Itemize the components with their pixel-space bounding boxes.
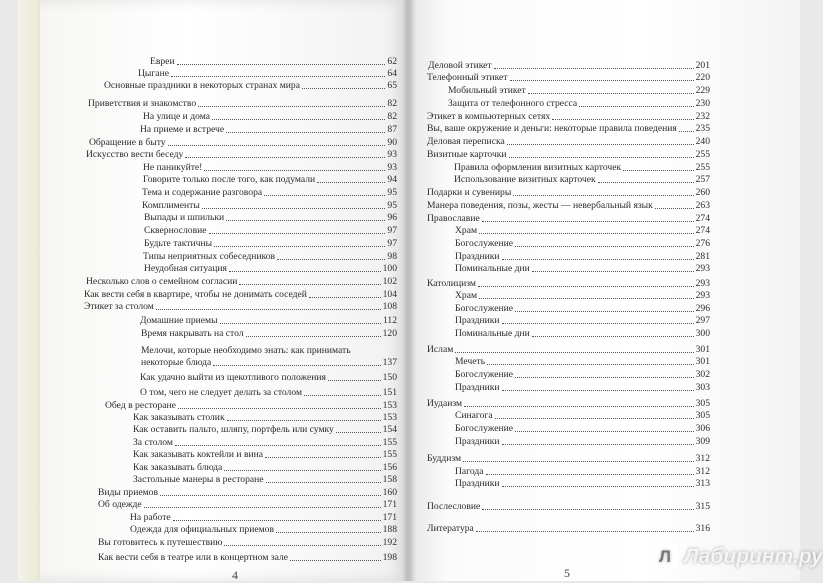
entry-page-number: 302	[695, 369, 710, 381]
dot-leader	[532, 336, 694, 337]
entry-title: Использование визитных карточек	[454, 174, 596, 186]
entry-title: Поминальные дни	[455, 328, 530, 340]
entry-page-number: 263	[695, 200, 710, 212]
entry-page-number: 112	[382, 315, 397, 327]
watermark-text: Лабиринт.ру	[684, 545, 823, 568]
entry-title: Визитные карточки	[427, 149, 507, 161]
toc-right-entry	[448, 85, 710, 96]
toc-right-entry	[455, 466, 710, 477]
entry-title: Католицизм	[427, 278, 476, 290]
entry-page-number: 82	[387, 98, 397, 110]
toc-right-entry	[427, 398, 710, 409]
entry-page-number: 297	[695, 315, 710, 327]
watermark	[652, 544, 823, 570]
entry-page-number: 255	[695, 149, 710, 161]
dot-leader	[515, 311, 694, 312]
entry-title: Домашние приемы	[140, 315, 218, 327]
entry-page-number: 155	[382, 437, 397, 449]
entry-title: Выпады и шпильки	[144, 212, 225, 224]
entry-page-number: 153	[382, 400, 397, 412]
entry-page-number: 160	[382, 487, 397, 499]
entry-page-number: 90	[387, 137, 397, 149]
entry-page-number: 102	[382, 276, 397, 288]
entry-page-number: 100	[382, 263, 397, 275]
entry-title: Одежда для официальных приемов	[130, 524, 275, 536]
entry-title: Несколько слов о семейном согласии	[86, 276, 238, 288]
entry-title: Искусство вести беседу	[86, 149, 184, 161]
entry-title: Как заказывать столик	[133, 412, 225, 424]
entry-title: Храм	[455, 290, 478, 302]
dot-leader	[502, 259, 694, 260]
entry-title: На приеме и встрече	[140, 124, 225, 136]
entry-page-number: 257	[695, 174, 710, 186]
page-number-right: 5	[564, 566, 570, 580]
dot-leader	[623, 170, 694, 171]
entry-title: Не паникуйте!	[143, 162, 203, 174]
entry-title: Мелочи, которые необходимо знать: как принимать	[141, 345, 351, 357]
toc-right-entry	[427, 344, 710, 355]
entry-title: Комплименты	[142, 200, 200, 212]
entry-page-number: 156	[382, 462, 397, 474]
entry-title: Иудаизм	[427, 398, 463, 410]
entry-page-number: 94	[387, 174, 397, 186]
dot-leader	[455, 352, 693, 353]
dot-leader	[515, 431, 694, 432]
dot-leader	[502, 444, 694, 445]
entry-title: Как вести себя в квартире, чтобы не донимать соседей	[84, 289, 307, 301]
entry-title: Виды приемов	[98, 487, 158, 499]
entry-title: На работе	[130, 512, 171, 524]
entry-title: Пагода	[455, 466, 484, 478]
entry-page-number: 309	[695, 436, 710, 448]
toc-right-entry	[427, 187, 710, 198]
entry-title: Правила оформления визитных карточек	[454, 162, 622, 174]
dot-leader	[532, 271, 694, 272]
dot-leader	[510, 80, 694, 81]
entry-page-number: 155	[382, 449, 397, 461]
page-number-left: 4	[232, 568, 238, 582]
dot-leader	[655, 208, 694, 209]
entry-title: Деловая переписка	[427, 136, 505, 148]
entry-page-number: 305	[695, 410, 710, 422]
entry-page-number: 104	[382, 289, 397, 301]
entry-title: Мечеть	[455, 356, 486, 368]
entry-title: Защита от телефонного стресса	[448, 98, 578, 110]
dot-leader	[509, 157, 694, 158]
entry-page-number: 93	[387, 149, 397, 161]
entry-page-number: 229	[695, 85, 710, 97]
entry-title: Ислам	[427, 344, 454, 356]
entry-page-number: 306	[695, 423, 710, 435]
entry-title: Как удачно выйти из щекотливого положения	[140, 372, 326, 384]
entry-title: Основные праздники в некоторых странах мира	[104, 80, 300, 92]
dot-leader	[482, 221, 694, 222]
toc-right-entry	[455, 436, 710, 447]
entry-title: Телефонный этикет	[427, 72, 508, 84]
entry-page-number: 312	[695, 453, 710, 465]
toc-right-entry	[455, 263, 710, 274]
entry-page-number: 65	[387, 80, 397, 92]
entry-page-number: 303	[695, 382, 710, 394]
toc-right-entry	[455, 251, 710, 262]
entry-page-number: 108	[382, 301, 397, 313]
entry-title: Как заказывать коктейли и вина	[133, 449, 264, 461]
dot-leader	[579, 106, 693, 107]
entry-title: О том, чего не следует делать за столом	[140, 387, 303, 399]
entry-page-number: 293	[695, 263, 710, 275]
entry-page-number: 274	[695, 225, 710, 237]
entry-page-number: 235	[695, 123, 710, 135]
toc-right-entry	[427, 278, 710, 289]
dot-leader	[513, 195, 693, 196]
entry-page-number: 150	[382, 372, 397, 384]
dot-leader	[502, 390, 694, 391]
dot-leader	[479, 298, 694, 299]
entry-page-number: 95	[387, 187, 397, 199]
toc-right-entry	[427, 453, 710, 464]
entry-page-number: 154	[382, 424, 397, 436]
entry-page-number: 230	[695, 98, 710, 110]
entry-title: Мобильный этикет	[448, 85, 526, 97]
entry-page-number: 260	[695, 187, 710, 199]
entry-page-number: 315	[695, 501, 710, 513]
toc-right-entry	[427, 523, 710, 534]
entry-page-number: 137	[382, 357, 397, 369]
entry-page-number: 87	[387, 124, 397, 136]
entry-title: Праздники	[455, 436, 500, 448]
entry-page-number: 153	[382, 412, 397, 424]
entry-title: Как заказывать блюда	[133, 462, 223, 474]
entry-page-number: 312	[695, 466, 710, 478]
entry-title: На улице и дома	[143, 111, 210, 123]
entry-page-number: 220	[695, 72, 710, 84]
entry-title: Обращение в быту	[89, 137, 166, 149]
entry-page-number: 64	[387, 68, 397, 80]
labyrinth-logo-icon: Л	[652, 544, 678, 570]
dot-leader	[528, 93, 694, 94]
dot-leader	[598, 182, 694, 183]
dot-leader	[482, 509, 693, 510]
entry-page-number: 301	[695, 344, 710, 356]
entry-page-number: 158	[382, 474, 397, 486]
dot-leader	[515, 246, 694, 247]
entry-title: Подарки и сувениры	[427, 187, 512, 199]
entry-page-number: 188	[382, 524, 397, 536]
entry-title: Будьте тактичны	[144, 238, 213, 250]
entry-title: Цыгане	[138, 68, 169, 80]
dot-leader	[502, 323, 694, 324]
entry-title: Об одежде	[98, 499, 142, 511]
entry-title: Этикет за столом	[84, 301, 154, 313]
entry-page-number: 96	[387, 212, 397, 224]
entry-page-number: 93	[387, 162, 397, 174]
dot-leader	[502, 486, 694, 487]
toc-right-entry	[427, 200, 710, 211]
entry-page-number: 293	[695, 290, 710, 302]
dot-leader	[515, 377, 694, 378]
toc-right-entry	[455, 369, 710, 380]
entry-page-number: 98	[387, 251, 397, 263]
entry-page-number: 82	[387, 111, 397, 123]
entry-title: Сквернословие	[144, 225, 207, 237]
entry-page-number: 276	[695, 238, 710, 250]
entry-page-number: 97	[387, 225, 397, 237]
toc-right-entry	[427, 213, 710, 224]
entry-title: Евреи	[150, 56, 175, 68]
entry-page-number: 313	[695, 478, 710, 490]
entry-page-number: 293	[695, 278, 710, 290]
dot-leader	[552, 119, 693, 120]
entry-page-number: 296	[695, 303, 710, 315]
entry-title: Вы готовитесь к путешествию	[98, 537, 223, 549]
entry-title: Манера поведения, позы, жесты — невербальный язык	[427, 200, 653, 212]
entry-title: Богослужение	[455, 369, 514, 381]
toc-right-entry	[454, 174, 710, 185]
dot-leader	[479, 233, 694, 234]
entry-page-number: 95	[387, 200, 397, 212]
entry-page-number: 305	[695, 398, 710, 410]
entry-title: Говорите только после того, как подумали	[143, 174, 316, 186]
entry-title: Храм	[455, 225, 478, 237]
entry-title: Неудобная ситуация	[144, 263, 227, 275]
toc-right-entry	[455, 328, 710, 339]
entry-page-number: 97	[387, 238, 397, 250]
entry-title: Тема и содержание разговора	[142, 187, 263, 199]
entry-title: Праздники	[455, 382, 500, 394]
entry-title: Богослужение	[455, 423, 514, 435]
dot-leader	[464, 406, 693, 407]
toc-right-entry	[427, 136, 710, 147]
entry-page-number: 300	[695, 328, 710, 340]
dot-leader	[487, 364, 694, 365]
toc-right-entry	[455, 356, 710, 367]
toc-right-entry	[427, 111, 710, 122]
entry-page-number: 232	[695, 111, 710, 123]
toc-right-entry	[455, 290, 710, 301]
entry-title: Православие	[427, 213, 480, 225]
entry-title: Приветствия и знакомство	[88, 98, 197, 110]
entry-page-number: 255	[695, 162, 710, 174]
toc-right-entry	[427, 149, 710, 160]
toc-right-entry	[455, 315, 710, 326]
entry-page-number: 301	[695, 356, 710, 368]
dot-leader	[463, 461, 694, 462]
entry-page-number: 240	[695, 136, 710, 148]
toc-right-entry	[448, 98, 710, 109]
entry-title: Послесловие	[427, 501, 481, 513]
entry-title: Застольные манеры в ресторане	[133, 474, 264, 486]
entry-title: За столом	[133, 437, 173, 449]
entry-page-number: 281	[695, 251, 710, 263]
entry-title: Праздники	[455, 315, 500, 327]
dot-leader	[478, 286, 694, 287]
toc-right-entry	[427, 72, 710, 83]
toc-right-entry	[454, 162, 710, 173]
entry-title: Литература	[427, 523, 474, 535]
dot-leader	[486, 474, 694, 475]
toc-right-entry	[455, 238, 710, 249]
entry-title: Вы, ваше окружение и деньги: некоторые правила поведения	[427, 123, 677, 135]
entry-title: Синагога	[455, 410, 493, 422]
entry-title: Как оставить пальто, шляпу, портфель или сумку	[133, 424, 334, 436]
entry-title: Деловой этикет	[428, 60, 492, 72]
entry-title: некоторые блюда	[141, 357, 212, 369]
toc-right-entry	[428, 60, 710, 71]
entry-page-number: 120	[382, 328, 397, 340]
dot-leader	[679, 131, 694, 132]
entry-page-number: 274	[695, 213, 710, 225]
entry-title: Буддизм	[427, 453, 462, 465]
dot-leader	[494, 68, 694, 69]
entry-page-number: 171	[382, 512, 397, 524]
toc-right-entry	[427, 123, 710, 134]
entry-page-number: 192	[382, 537, 397, 549]
entry-title: Обед в ресторане	[105, 400, 176, 412]
entry-title: Как вести себя в театре или в концертном зале	[98, 552, 289, 564]
toc-right-entry	[455, 303, 710, 314]
entry-page-number: 316	[695, 523, 710, 535]
toc-right-entry	[455, 423, 710, 434]
entry-page-number: 171	[382, 499, 397, 511]
entry-page-number: 201	[695, 60, 710, 72]
entry-title: Богослужение	[455, 238, 514, 250]
entry-page-number: 151	[382, 387, 397, 399]
entry-title: Этикет в компьютерных сетях	[427, 111, 551, 123]
dot-leader	[495, 418, 694, 419]
entry-title: Богослужение	[455, 303, 514, 315]
entry-page-number: 198	[382, 552, 397, 564]
toc-right-entry	[455, 410, 710, 421]
toc-right-entry	[455, 382, 710, 393]
entry-title: Типы неприятных собеседников	[143, 251, 276, 263]
toc-right-entry	[455, 225, 710, 236]
entry-title: Праздники	[455, 251, 500, 263]
dot-leader	[507, 144, 694, 145]
dot-leader	[476, 531, 694, 532]
toc-right-entry	[427, 501, 710, 512]
entry-page-number: 62	[387, 56, 397, 68]
toc-right-entry	[455, 478, 710, 489]
entry-title: Время накрывать на стол	[141, 328, 244, 340]
entry-title: Праздники	[455, 478, 500, 490]
entry-title: Поминальные дни	[455, 263, 530, 275]
